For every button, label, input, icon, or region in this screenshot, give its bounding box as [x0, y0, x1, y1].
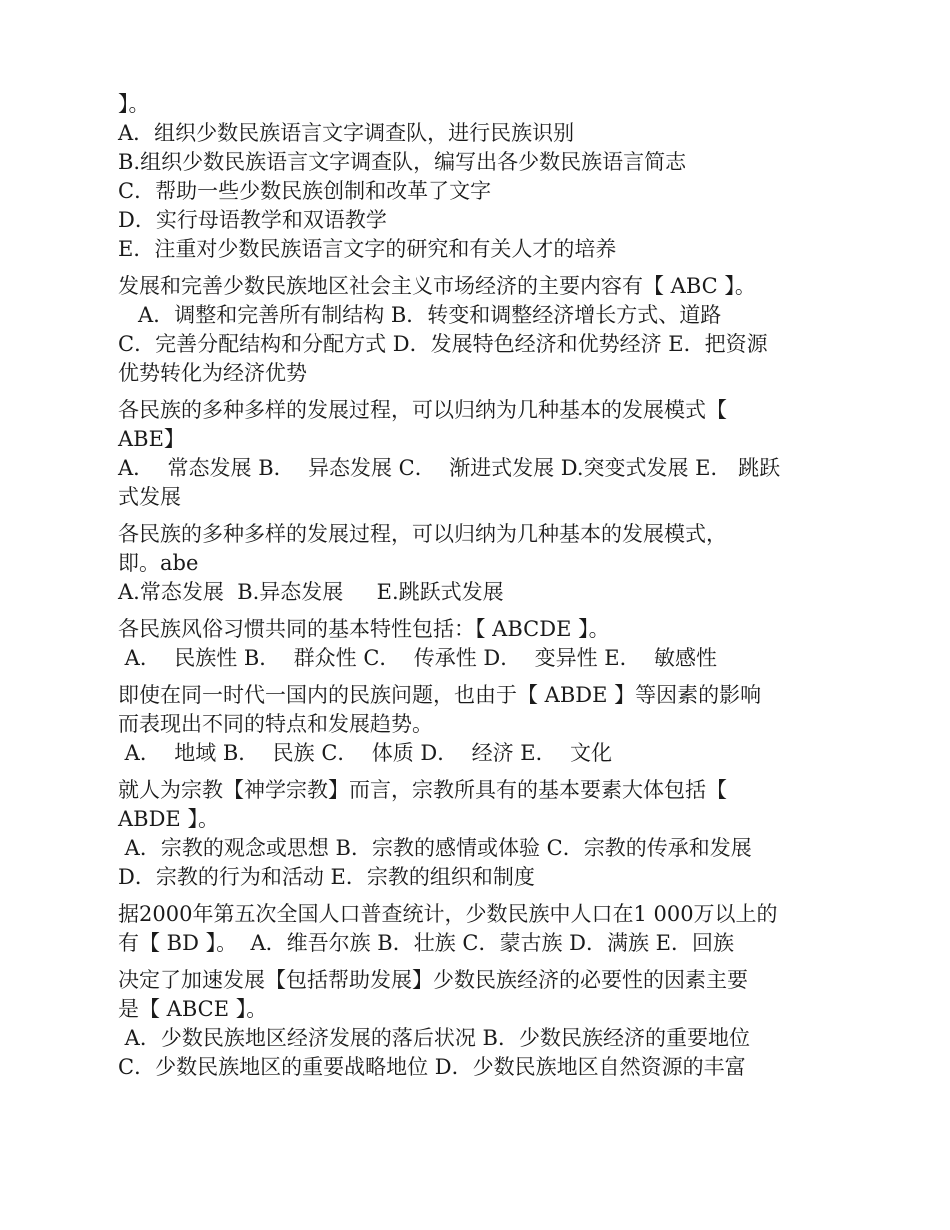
option-line: A．调整和完善所有制结构 B．转变和调整经济增长方式、道路: [118, 303, 722, 327]
question-line: 即。abe: [118, 551, 199, 575]
option-line: A． 常态发展 B． 异态发展 C． 渐进式发展 D.突变式发展 E． 跳跃: [118, 456, 781, 480]
option-line: C．帮助一些少数民族创制和改革了文字: [118, 179, 492, 203]
option-line: A． 地域 B． 民族 C． 体质 D． 经济 E． 文化: [118, 741, 612, 765]
question-line: ABE】: [118, 427, 185, 451]
question-line: 决定了加速发展【包括帮助发展】少数民族经济的必要性的因素主要: [118, 968, 748, 992]
option-line: A．组织少数民族语言文字调查队，进行民族识别: [118, 121, 575, 145]
option-line: B.组织少数民族语言文字调查队，编写出各少数民族语言简志: [118, 150, 687, 174]
document-text: [118, 90, 838, 1082]
option-line: A．宗教的观念或思想 B．宗教的感情或体验 C．宗教的传承和发展: [118, 836, 752, 860]
option-line: A.常态发展 B.异态发展 E.跳跃式发展: [118, 580, 504, 604]
question-line: 即使在同一时代一国内的民族问题，也由于【 ABDE 】等因素的影响: [118, 683, 762, 707]
question-line: 各民族的多种多样的发展过程，可以归纳为几种基本的发展模式【: [118, 398, 727, 422]
option-line: 优势转化为经济优势: [118, 361, 307, 385]
option-line: D．实行母语教学和双语教学: [118, 208, 387, 232]
question-line: 发展和完善少数民族地区社会主义市场经济的主要内容有【 ABC 】。: [118, 274, 756, 298]
question-line: ABDE 】。: [118, 807, 219, 831]
option-line: E．注重对少数民族语言文字的研究和有关人才的培养: [118, 237, 617, 261]
text-line: 】。: [118, 92, 150, 116]
question-line: 而表现出不同的特点和发展趋势。: [118, 712, 433, 736]
question-line: 各民族风俗习惯共同的基本特性包括：【 ABCDE 】。: [118, 617, 610, 641]
question-line: 各民族的多种多样的发展过程，可以归纳为几种基本的发展模式，: [118, 522, 727, 546]
option-line: 式发展: [118, 485, 181, 509]
question-line: 就人为宗教【神学宗教】而言，宗教所具有的基本要素大体包括【: [118, 778, 727, 802]
question-line: 据2000年第五次全国人口普查统计，少数民族中人口在1 000万以上的: [118, 902, 778, 926]
option-line: A． 民族性 B． 群众性 C． 传承性 D． 变异性 E． 敏感性: [118, 646, 717, 670]
option-line: C．完善分配结构和分配方式 D．发展特色经济和优势经济 E．把资源: [118, 332, 768, 356]
question-line: 有【 BD 】。 A．维吾尔族 B．壮族 C．蒙古族 D．满族 E．回族: [118, 931, 735, 955]
option-line: A．少数民族地区经济发展的落后状况 B．少数民族经济的重要地位: [118, 1026, 750, 1050]
option-line: C．少数民族地区的重要战略地位 D．少数民族地区自然资源的丰富: [118, 1055, 746, 1079]
question-line: 是【 ABCE 】。: [118, 997, 268, 1021]
option-line: D．宗教的行为和活动 E．宗教的组织和制度: [118, 865, 535, 889]
